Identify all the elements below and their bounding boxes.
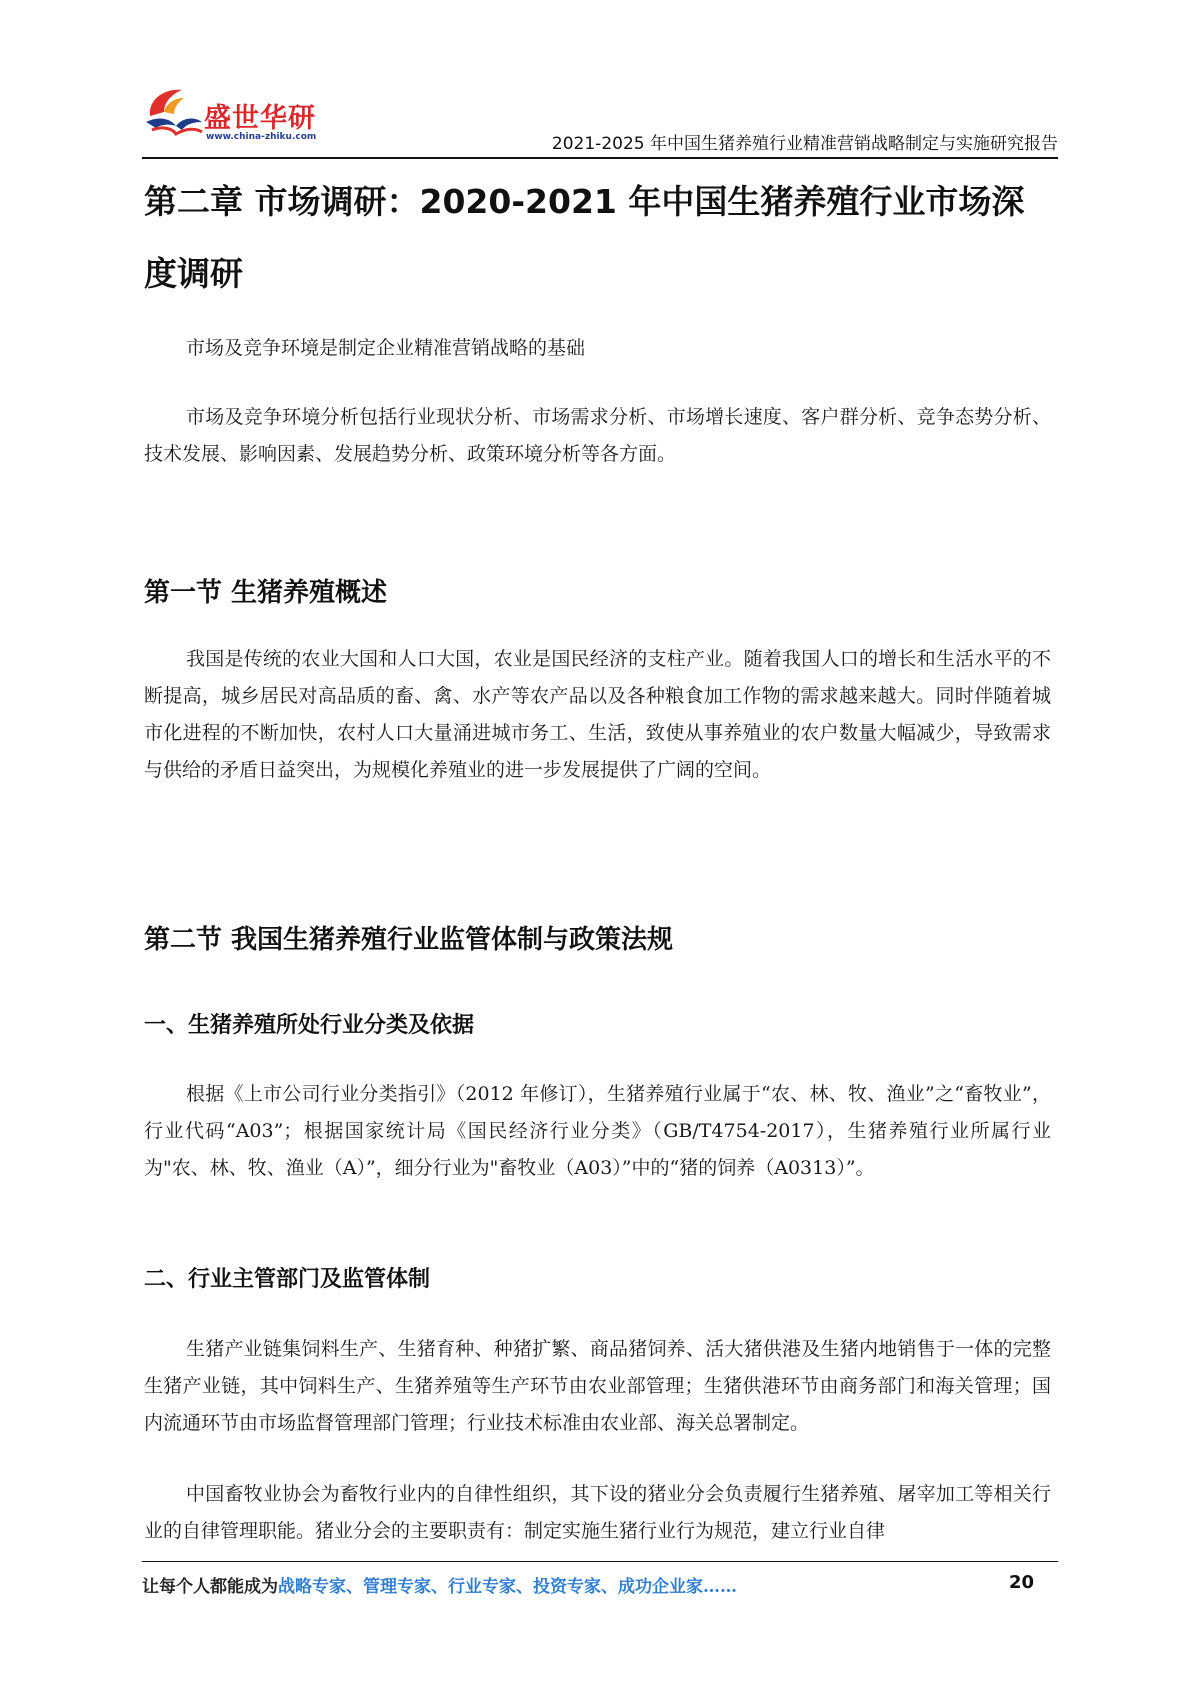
logo-text: 盛世华研 xyxy=(204,103,316,134)
logo-emblem-icon xyxy=(142,82,206,144)
section-1-title: 第一节 生猪养殖概述 xyxy=(144,578,388,608)
section-2-title: 第二节 我国生猪养殖行业监管体制与政策法规 xyxy=(144,925,674,955)
company-logo xyxy=(142,82,342,150)
footer-slogan-prefix: 让每个人都能成为 xyxy=(142,1577,278,1597)
chapter-title: 第二章 市场调研：2020-2021 年中国生猪养殖行业市场深度调研 xyxy=(144,182,1025,293)
subsection-2-title: 二、行业主管部门及监管体制 xyxy=(144,1267,431,1292)
section-1-paragraph: 我国是传统的农业大国和人口大国，农业是国民经济的支柱产业。随着我国人口的增长和生活水平的不断提高，城乡居民对高品质的畜、禽、水产等农产品以及各种粮食加工作物的需求越来越大。同时伴随着城市化进程的不断加快，农村人口大量涌进城市务工、生活，致使从事养殖业的农户数量大幅减少，导致需求与供给的矛盾日益突出，为规模化养殖业的进一步发展提供了广阔的空间。 xyxy=(144,648,1051,781)
logo-url: www.china-zhiku.com xyxy=(206,132,317,142)
subsection-1-title: 一、生猪养殖所处行业分类及依据 xyxy=(144,1013,475,1038)
page-footer xyxy=(142,1572,1058,1598)
intro-paragraph-2: 市场及竞争环境分析包括行业现状分析、市场需求分析、市场增长速度、客户群分析、竞争态势分析、技术发展、影响因素、发展趋势分析、政策环境分析等各方面。 xyxy=(144,406,1051,465)
subsection-1-paragraph: 根据《上市公司行业分类指引》（2012 年修订），生猪养殖行业属于“农、林、牧、渔业”之“畜牧业”，行业代码“A03”；根据国家统计局《国民经济行业分类》（GB/T4754-2017），生猪养殖行业所属行业为"农、林、牧、渔业（A）”，细分行业为"畜牧业（A03）”中的“猪的饲养（A0313）”。 xyxy=(144,1083,1051,1179)
subsection-2-paragraph-1: 生猪产业链集饲料生产、生猪育种、种猪扩繁、商品猪饲养、活大猪供港及生猪内地销售于一体的完整生猪产业链，其中饲料生产、生猪养殖等生产环节由农业部管理；生猪供港环节由商务部门和海关管理；国内流通环节由市场监督管理部门管理；行业技术标准由农业部、海关总署制定。 xyxy=(144,1338,1051,1434)
page-number: 20 xyxy=(1008,1572,1034,1593)
intro-paragraph-1: 市场及竞争环境是制定企业精准营销战略的基础 xyxy=(186,337,586,359)
subsection-2-paragraph-2: 中国畜牧业协会为畜牧行业内的自律性组织，其下设的猪业分会负责履行生猪养殖、屠宰加工等相关行业的自律管理职能。猪业分会的主要职责有：制定实施生猪行业行为规范，建立行业自律 xyxy=(144,1483,1051,1542)
footer-slogan-highlight: 战略专家、管理专家、行业专家、投资专家、成功企业家…… xyxy=(278,1577,737,1597)
footer-divider xyxy=(142,1561,1058,1562)
report-title: 2021-2025 年中国生猪养殖行业精准营销战略制定与实施研究报告 xyxy=(551,134,1058,154)
page-header xyxy=(142,80,1058,159)
